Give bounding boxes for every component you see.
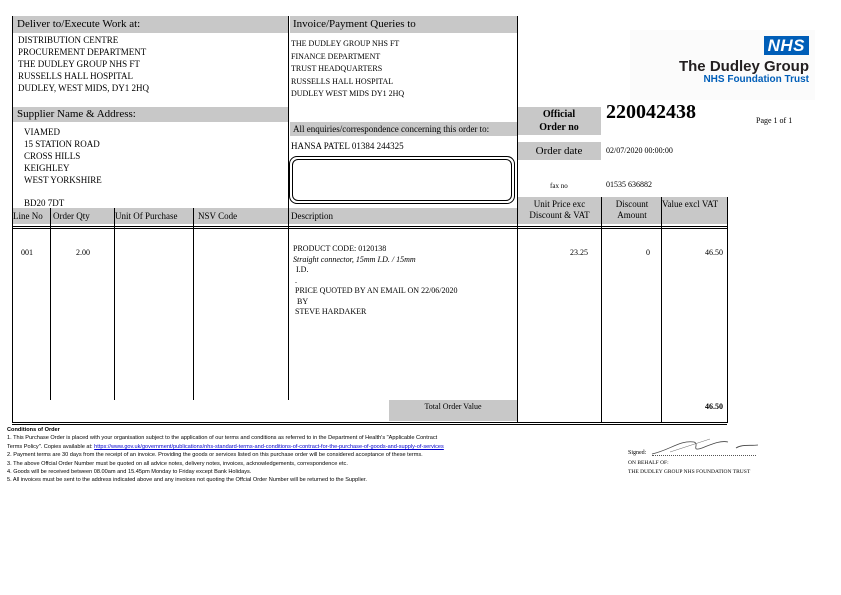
nhs-badge: NHS	[764, 36, 809, 55]
row-value: 46.50	[705, 248, 723, 257]
row-unit-price: 23.25	[570, 248, 588, 257]
condition-text: Terms Policy". Copies available at:	[7, 443, 95, 450]
rule	[517, 16, 518, 423]
trust-subtitle: NHS Foundation Trust	[703, 74, 809, 85]
notes-box	[289, 156, 515, 204]
deliver-address	[18, 34, 149, 94]
signed-label: Signed:	[628, 450, 647, 456]
col-unit-price-line: Discount & VAT	[529, 210, 590, 220]
col-unit-price-line: Unit Price exc	[533, 199, 586, 209]
invoice-line: DUDLEY WEST MIDS DY1 2HQ	[291, 89, 405, 98]
behalf-trust: THE DUDLEY GROUP NHS FOUNDATION TRUST	[628, 469, 751, 475]
desc-line: PRODUCT CODE: 0120138	[293, 244, 387, 253]
col-nsv-code: NSV Code	[198, 211, 238, 221]
col-value: Value excl VAT	[662, 199, 719, 209]
enquiries-header: All enquiries/correspondence concerning this order to:	[290, 122, 517, 136]
rule	[50, 208, 51, 400]
condition-line	[7, 443, 617, 451]
deliver-line: DISTRIBUTION CENTRE	[18, 35, 119, 45]
condition-line: 1. This Purchase Order is placed with your organisation subject to the application of our terms and conditions as referred to in the Department of Health's "Applicable Contract	[7, 435, 438, 442]
row-discount: 0	[646, 248, 650, 257]
condition-line: 5. All invoices must be sent to the address indicated above and any invoices not quoting the Offcial Order Number will be returned to the Supplier.	[7, 477, 367, 484]
deliver-line: RUSSELLS HALL HOSPITAL	[18, 71, 133, 81]
rule	[114, 208, 115, 400]
col-line-no: Line No	[13, 211, 43, 221]
order-date-label: Order date	[517, 142, 601, 160]
invoice-header: Invoice/Payment Queries to	[290, 16, 517, 33]
col-unit-price	[518, 199, 601, 221]
condition-line: 4. Goods will be received between 08.00am and 15.45pm Monday to Friday except Bank Holidays.	[7, 469, 252, 476]
desc-line: I.D.	[296, 265, 309, 274]
col-order-qty: Order Qty	[53, 211, 90, 221]
rule	[288, 16, 289, 400]
desc-line: BY	[297, 296, 309, 306]
col-discount	[603, 199, 661, 221]
rule	[12, 422, 727, 423]
page-number: Page 1 of 1	[756, 116, 793, 125]
row-qty: 2.00	[76, 248, 90, 257]
fax-label: fax no	[550, 182, 568, 190]
official-label-line: Official	[542, 109, 576, 120]
supplier-line: 15 STATION ROAD	[24, 139, 100, 149]
rule	[12, 228, 727, 229]
supplier-address	[24, 126, 102, 186]
col-description: Description	[291, 211, 333, 221]
deliver-line: PROCUREMENT DEPARTMENT	[18, 47, 147, 57]
rule	[193, 208, 194, 400]
invoice-address	[291, 38, 404, 101]
row-line-no: 001	[21, 248, 33, 257]
desc-line: STEVE HARDAKER	[295, 307, 367, 316]
official-order-label	[517, 107, 601, 135]
official-label-line: Order no	[539, 122, 579, 133]
row-description	[293, 244, 458, 318]
supplier-line: CROSS HILLS	[24, 151, 81, 161]
supplier-header: Supplier Name & Address:	[12, 107, 288, 122]
order-number: 220042438	[606, 101, 696, 123]
desc-line: PRICE QUOTED BY AN EMAIL ON 22/06/2020	[295, 286, 458, 295]
fax-number: 01535 636882	[606, 180, 652, 189]
conditions	[7, 426, 617, 485]
rule	[727, 197, 728, 423]
nhs-logo	[630, 30, 815, 100]
desc-line: Straight connector, 15mm I.D. / 15mm	[293, 254, 416, 264]
rule	[12, 226, 727, 227]
supplier-line: VIAMED	[24, 127, 60, 137]
total-label: Total Order Value	[389, 400, 517, 421]
terms-link[interactable]: https://www.gov.uk/government/publications/nhs-standard-terms-and-conditions-of-contract-for-the-purchase-of-goods-and-supply-of-services	[94, 443, 444, 450]
on-behalf-of: ON BEHALF OF:	[628, 460, 669, 466]
invoice-line: FINANCE DEPARTMENT	[291, 51, 381, 61]
col-discount-line: Discount	[615, 199, 649, 209]
sign-underline	[652, 455, 756, 456]
condition-line: 3. The above Offcial Order Number must be quoted on all advice notes, delivery notes, invoices, acknowledgements, correspondence etc.	[7, 460, 348, 467]
invoice-line: THE DUDLEY GROUP NHS FT	[291, 39, 400, 48]
conditions-title: Conditions of Order	[7, 427, 60, 433]
supplier-postcode: BD20 7DT	[24, 198, 65, 208]
order-date: 02/07/2020 00:00:00	[606, 146, 673, 155]
rule	[12, 16, 13, 423]
enquiries-contact: HANSA PATEL 01384 244325	[291, 141, 404, 151]
rule	[661, 197, 662, 423]
total-value: 46.50	[705, 402, 723, 411]
invoice-line: TRUST HEADQUARTERS	[291, 64, 383, 73]
trust-name: The Dudley Group	[678, 58, 809, 75]
condition-line: 2. Payment terms are 30 days from the receipt of an invoice. Providing the goods or services listed on this purchase order will be considered acceptance of these terms.	[7, 452, 423, 459]
col-discount-line: Amount	[617, 210, 647, 220]
invoice-line: RUSSELLS HALL HOSPITAL	[291, 76, 394, 86]
rule	[12, 424, 727, 425]
deliver-line: THE DUDLEY GROUP NHS FT	[18, 59, 140, 69]
deliver-line: DUDLEY, WEST MIDS, DY1 2HQ	[18, 83, 150, 93]
deliver-header: Deliver to/Execute Work at:	[12, 16, 288, 33]
col-unit-of-purchase: Unit Of Purchase	[115, 211, 178, 221]
supplier-line: KEIGHLEY	[24, 163, 70, 173]
supplier-line: WEST YORKSHIRE	[24, 175, 102, 185]
rule	[601, 197, 602, 423]
desc-line: .	[295, 275, 297, 285]
